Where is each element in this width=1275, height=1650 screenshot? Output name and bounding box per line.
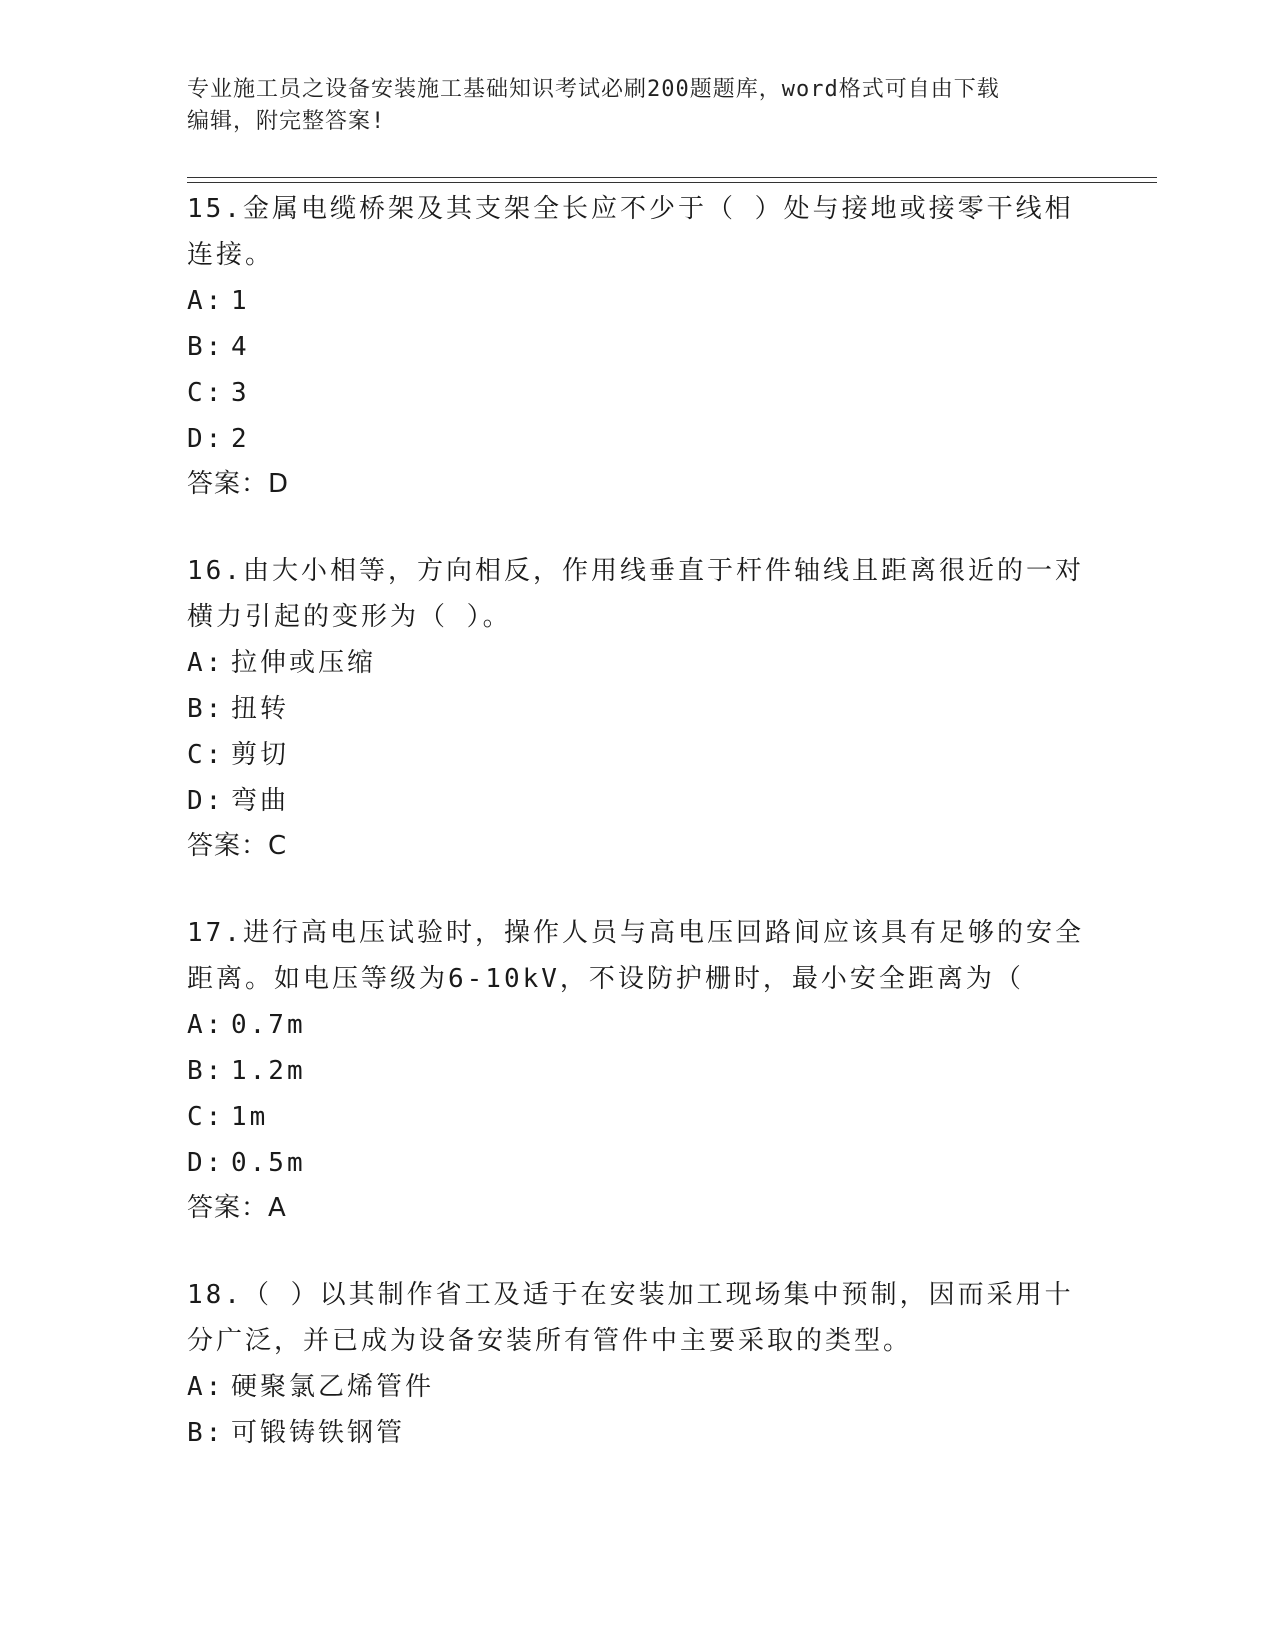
option-key: A: — [187, 1010, 225, 1040]
question-18 — [187, 1272, 1087, 1456]
answer-line: 答案：C — [187, 831, 288, 861]
option-key: A: — [187, 286, 225, 316]
option-d — [187, 416, 1087, 462]
option-c — [187, 1094, 1087, 1140]
option-key: B: — [187, 1418, 225, 1448]
question-16 — [187, 548, 1087, 868]
question-text-line-1: 16.由大小相等，方向相反，作用线垂直于杆件轴线且距离很近的一对 — [187, 556, 1084, 586]
question-text-line-1: 17.进行高电压试验时，操作人员与高电压回路间应该具有足够的安全 — [187, 918, 1084, 948]
option-value: 1m — [231, 1102, 269, 1132]
option-key: D: — [187, 1148, 225, 1178]
option-key: B: — [187, 1056, 225, 1086]
question-text-line-2: 连接。 — [187, 240, 275, 270]
header-divider-top — [187, 177, 1157, 178]
question-text-line-2: 横力引起的变形为（ ）。 — [187, 602, 512, 632]
option-a — [187, 278, 1087, 324]
option-b — [187, 324, 1087, 370]
option-a — [187, 1002, 1087, 1048]
option-value: 硬聚氯乙烯管件 — [231, 1372, 435, 1402]
header-title-line-2: 编辑，附完整答案! — [187, 109, 386, 134]
option-value: 4 — [231, 332, 250, 362]
question-15 — [187, 186, 1087, 506]
option-value: 弯曲 — [231, 786, 290, 816]
option-value: 剪切 — [231, 740, 290, 770]
option-key: B: — [187, 332, 225, 362]
option-key: D: — [187, 786, 225, 816]
option-c — [187, 732, 1087, 778]
option-b — [187, 1410, 1087, 1456]
option-d — [187, 778, 1087, 824]
option-c — [187, 370, 1087, 416]
option-key: C: — [187, 378, 225, 408]
option-b — [187, 686, 1087, 732]
option-key: B: — [187, 694, 225, 724]
header-divider-bottom — [187, 182, 1157, 183]
answer-line: 答案：A — [187, 1193, 287, 1223]
question-text-line-1: 15.金属电缆桥架及其支架全长应不少于（ ）处与接地或接零干线相 — [187, 194, 1074, 224]
question-17 — [187, 910, 1087, 1230]
option-value: 0.5m — [231, 1148, 306, 1178]
option-a — [187, 640, 1087, 686]
option-key: A: — [187, 1372, 225, 1402]
option-key: D: — [187, 424, 225, 454]
option-key: C: — [187, 740, 225, 770]
header-title-line-1: 专业施工员之设备安装施工基础知识考试必刷200题题库，word格式可自由下载 — [187, 77, 1000, 102]
option-value: 拉伸或压缩 — [231, 648, 377, 678]
question-text-line-2: 距离。如电压等级为6-10kV，不设防护栅时，最小安全距离为（ — [187, 964, 1024, 994]
question-text-line-2: 分广泛，并已成为设备安装所有管件中主要采取的类型。 — [187, 1326, 913, 1356]
option-value: 1 — [231, 286, 250, 316]
option-b — [187, 1048, 1087, 1094]
option-a — [187, 1364, 1087, 1410]
option-key: A: — [187, 648, 225, 678]
option-key: C: — [187, 1102, 225, 1132]
option-value: 1.2m — [231, 1056, 306, 1086]
answer-line: 答案：D — [187, 469, 290, 499]
option-value: 可锻铸铁钢管 — [231, 1418, 406, 1448]
option-value: 2 — [231, 424, 250, 454]
option-value: 3 — [231, 378, 250, 408]
question-list — [187, 186, 1087, 1498]
option-d — [187, 1140, 1087, 1186]
document-header — [187, 74, 1087, 138]
question-text-line-1: 18.（ ）以其制作省工及适于在安装加工现场集中预制，因而采用十 — [187, 1280, 1074, 1310]
option-value: 扭转 — [231, 694, 290, 724]
option-value: 0.7m — [231, 1010, 306, 1040]
